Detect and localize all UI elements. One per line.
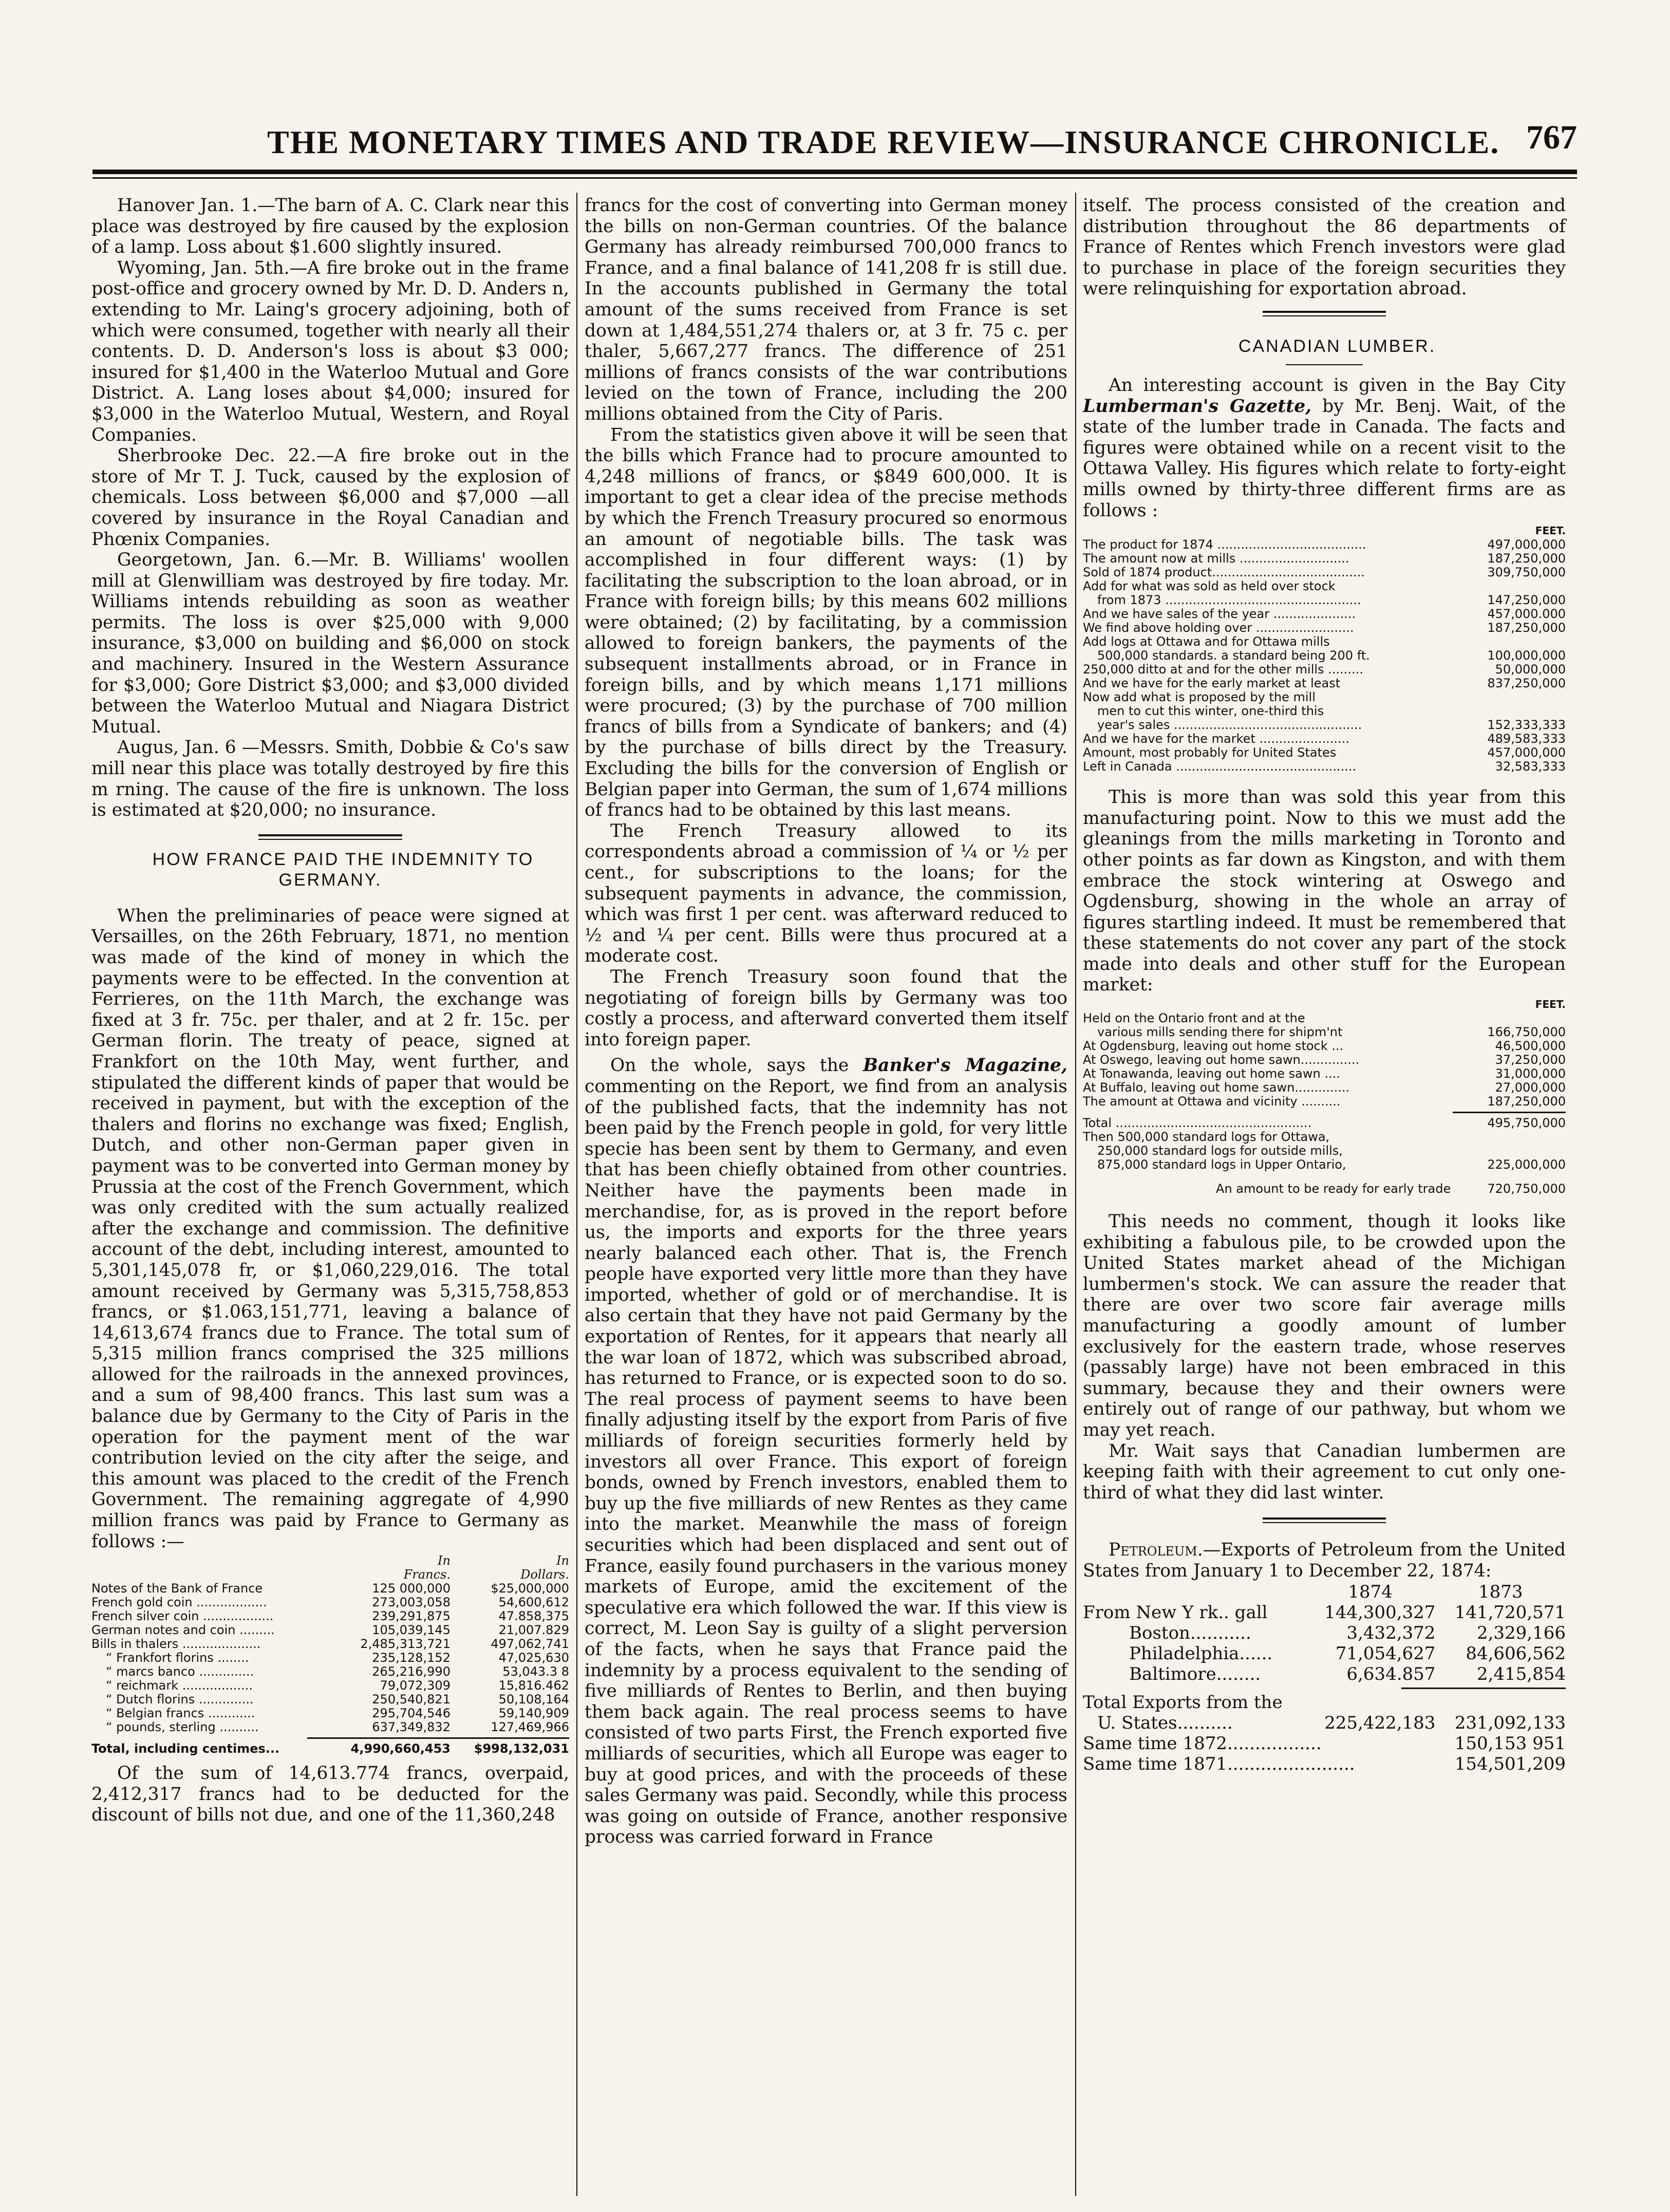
lumber-table-1 <box>1083 524 1566 774</box>
row-label: And we have sales of the year ..................... <box>1083 607 1356 622</box>
row-label: French gold coin .................. <box>91 1596 267 1610</box>
row-label: Boston........... <box>1129 1622 1251 1643</box>
table-row <box>91 1596 569 1609</box>
petrol-total-a: Total Exports from the <box>1083 1692 1283 1713</box>
table-row <box>1083 1130 1566 1144</box>
table-row <box>91 1651 569 1665</box>
row-label: “ Dutch florins .............. <box>106 1693 254 1707</box>
table-head-feet: FEET. <box>1535 998 1566 1011</box>
row-label: The product for 1874 ...................................... <box>1083 538 1366 552</box>
row-label: Bills in thalers .................... <box>91 1637 261 1652</box>
page-header <box>92 103 1577 159</box>
row-value: 147,250,000 <box>1487 593 1566 608</box>
row-dollars: 21,007.829 <box>498 1623 569 1638</box>
row-value: 154,501,209 <box>1454 1753 1566 1774</box>
row-label: from 1873 .................................................. <box>1097 593 1361 608</box>
row-label: And we have for the early market at least <box>1083 677 1341 691</box>
table-row <box>1083 552 1566 566</box>
fire-report-sherbrooke: Sherbrooke Dec. 22.—A fire broke out in the store of Mr T. J. Tuck, caused by the explosion of chemicals. Loss between $6,000 and $7,000 —all covered by insurance in the Royal Canadian and Phœnix Companies. <box>91 445 569 550</box>
row-value <box>1459 1011 1566 1025</box>
article-continuation: francs for the cost of converting into German money the bills on non-German countries. Of the balance Germany has already reimbursed 700,000 francs to France, and a final balance of 141,208 fr is still due. In the accounts published in Germany the total amount of the sums received from France is set down at 1,484,551,274 thalers or, at 3 fr. 75 c. per thaler, 5,667,277 francs. The difference of 251 millions of francs consists of the war contributions levied on the town of France, including the 200 millions obtained from the City of Paris. <box>585 195 1067 424</box>
table-row <box>1083 677 1566 690</box>
table-row <box>1083 1158 1566 1172</box>
row-label: We find above holding over ......................... <box>1083 621 1354 635</box>
petrol-total-1874: 225,422,183 <box>1324 1712 1436 1733</box>
petrol-total-b: U. States.......... <box>1097 1712 1233 1733</box>
row-label: 500,000 standards. a standard being 200 ft. <box>1097 649 1370 663</box>
table-row <box>1083 1733 1566 1754</box>
lumber-mid: This is more than was sold this year from this manufacturing point. Now to this we must add the gleanings from the mills marketing in Toronto and other points as far down as Kingston, and with them embrace the stock wintering at Oswego and Ogdensburg, showing in the whole an array of figures startling indeed. It must be remembered that these statements do not cover any part of the stock made into deals and other stuff for the European market: <box>1083 787 1566 996</box>
row-value: 837,250,000 <box>1487 676 1566 691</box>
row-1873: 141,720,571 <box>1454 1602 1566 1623</box>
section-ornament <box>1263 311 1386 316</box>
row-value: 100,000,000 <box>1487 648 1566 663</box>
row-1874: 144,300,327 <box>1324 1602 1436 1623</box>
table-row <box>1083 649 1566 663</box>
row-label: Add for what was sold as held over stock <box>1083 579 1336 594</box>
table-row <box>1083 1664 1566 1684</box>
row-dollars: 497,062,741 <box>491 1637 569 1652</box>
table-row <box>91 1707 569 1720</box>
row-label: Philadelphia...... <box>1129 1643 1273 1664</box>
row-label: “ pounds, sterling .......... <box>106 1720 259 1735</box>
magazine-name: Banker's Magazine, <box>862 1055 1067 1076</box>
table-row <box>91 1637 569 1651</box>
row-francs: 250,540,821 <box>372 1692 451 1707</box>
table-row <box>91 1720 569 1734</box>
table-row <box>1083 607 1566 621</box>
table2-ready-value: 720,750,000 <box>1487 1182 1566 1196</box>
table-row <box>1083 1602 1566 1623</box>
row-label: Baltimore........ <box>1129 1663 1261 1684</box>
row-value: 457,000.000 <box>1487 607 1566 622</box>
row-label: Then 500,000 standard logs for Ottawa, <box>1083 1130 1330 1145</box>
article-bankers-magazine <box>585 1055 1067 1848</box>
table-row <box>91 1665 569 1679</box>
row-1874: 71,054,627 <box>1335 1643 1436 1664</box>
section-title-france: HOW FRANCE PAID THE INDEMNITY TO GERMANY. <box>152 849 534 890</box>
title-underline <box>1286 364 1363 365</box>
petroleum-text: —Exports of Petroleum from the United States from January 1 to December 22, 1874: <box>1083 1540 1566 1581</box>
article-treasury: The French Treasury soon found that the negotiating of foreign bills by Germany was too costly a process, and afterward converted them itself into foreign paper. <box>585 966 1067 1050</box>
fire-report-georgetown: Georgetown, Jan. 6.—Mr. B. Williams' woollen mill at Glenwilliam was destroyed by fire today. Mr. Williams intends rebuilding as soon as weather permits. The loss is over $25,000 with 9,000 insurance, $3,000 on building and $6,000 on stock and machinery. Insured in the Western Assurance for $3,000; Gore District $3,000; and $3,000 divided between the Waterloo Mutual and Niagara District Mutual. <box>91 550 569 737</box>
row-francs: 265,216,990 <box>372 1664 451 1679</box>
row-value: 187,250,000 <box>1487 621 1566 635</box>
table-row <box>1083 718 1566 732</box>
row-label: And we have for the market ....................... <box>1083 732 1349 746</box>
lumber-intro <box>1083 375 1566 521</box>
row-label: “ Frankfort florins ........ <box>106 1651 249 1665</box>
article-commission: The French Treasury allowed to its correspondents abroad a commission of ¼ or ½ per cent., for subscriptions to the loans; for the subsequent payments in advance, the commission, which was first 1 per cent. was afterward reduced to ½ and ¼ per cent. Bills were thus procured at a moderate cost. <box>585 820 1067 967</box>
row-value: 497,000,000 <box>1487 537 1566 552</box>
table-row <box>1083 746 1566 760</box>
lumber-wait: Mr. Wait says that Canadian lumbermen are keeping faith with their agreement to cut only one-third of what they did last winter. <box>1083 1440 1566 1503</box>
row-label: Same time 1871....................... <box>1083 1753 1355 1774</box>
petroleum-table <box>1083 1582 1566 1774</box>
table-row <box>91 1582 569 1596</box>
row-francs: 295,704,546 <box>372 1706 451 1721</box>
table-row <box>91 1693 569 1707</box>
table-row <box>91 1623 569 1637</box>
row-value: 27,000,000 <box>1495 1080 1566 1095</box>
table-row <box>91 1679 569 1693</box>
column-3 <box>1083 195 1566 1774</box>
masthead-title: THE MONETARY TIMES AND TRADE REVIEW—INSURANCE CHRONICLE. <box>267 124 1500 160</box>
row-value: 50,000,000 <box>1495 662 1566 677</box>
table-row <box>1083 579 1566 593</box>
table-row <box>1083 635 1566 649</box>
table-row <box>1083 1144 1566 1158</box>
row-label: At Tonawanda, leaving out home sawn .... <box>1083 1067 1340 1081</box>
row-value <box>1462 704 1566 718</box>
row-1873: 2,329,166 <box>1476 1622 1566 1643</box>
petrol-total-1873: 231,092,133 <box>1454 1712 1566 1733</box>
table-row <box>1083 1095 1566 1109</box>
table-total-label: Total, including centimes... <box>91 1742 280 1756</box>
table-row <box>91 1609 569 1623</box>
fire-report-augus: Augus, Jan. 6 —Messrs. Smith, Dobbie & Co's saw mill near this place was totally destroyed by fire this m rning. The cause of the fire is unknown. The loss is estimated at $20,000; no insurance. <box>91 737 569 821</box>
table-total-francs: 4,990,660,453 <box>350 1741 451 1756</box>
column-divider-1 <box>576 193 577 2196</box>
row-label: 250,000 standard logs for outside mills, <box>1097 1144 1343 1158</box>
row-value <box>1462 635 1566 649</box>
row-dollars: 127,469,966 <box>491 1720 569 1735</box>
lumber-table-2 <box>1083 998 1566 1196</box>
table-total-dollars: $998,132,031 <box>474 1741 569 1756</box>
row-label: 875,000 standard logs in Upper Ontario, <box>1097 1158 1346 1172</box>
fire-report-hanover: Hanover Jan. 1.—The barn of A. C. Clark near this place was destroyed by fire caused by the explosion of a lamp. Loss about $1.600 slightly insured. <box>91 195 569 258</box>
row-francs: 2,485,313,721 <box>360 1637 451 1652</box>
row-dollars: $25,000,000 <box>491 1581 569 1596</box>
row-label: Notes of the Bank of France <box>91 1582 263 1596</box>
table2-ready-label: An amount to be ready for early trade <box>1216 1182 1451 1196</box>
row-dollars: 15,816.462 <box>498 1678 569 1693</box>
table-row <box>1083 1067 1566 1081</box>
lumber-intro-pre: An interesting account is given in the Bay City <box>1109 374 1566 396</box>
header-rule-thin <box>92 177 1577 179</box>
table-head-francs: Francs. <box>403 1567 451 1582</box>
row-label: At Buffalo, leaving out home sawn.............. <box>1083 1081 1350 1095</box>
indemnity-table <box>91 1554 569 1756</box>
row-label: various mills sending there for shipm'nt <box>1097 1025 1343 1040</box>
row-value: 225,000,000 <box>1487 1157 1566 1172</box>
row-value: 166,750,000 <box>1487 1025 1566 1040</box>
row-dollars: 54,600,612 <box>498 1595 569 1610</box>
table-head-in: In <box>438 1553 451 1568</box>
petroleum-lead: Petroleum. <box>1109 1540 1203 1561</box>
table-row <box>1083 732 1566 746</box>
row-value: 46,500,000 <box>1495 1039 1566 1054</box>
row-1873: 84,606,562 <box>1466 1643 1566 1664</box>
table2-total-label: Total .................................................. <box>1083 1116 1312 1131</box>
row-value: 309,750,000 <box>1487 565 1566 580</box>
article-statistics: From the statistics given above it will be seen that the bills which France had to procure amounted to 4,248 millions of francs, or $849 600,000. It is important to get a clear idea of the precise methods by which the French Treasury procured so enormous an amount of negotiable bills. The task was accomplished in four different ways: (1) by facilitating the subscription to the loan abroad, or in France with foreign bills; by this means 602 millions were obtained; (2) by facilitating, by a commission allowed to foreign bankers, the payments of the subsequent installments abroad, or in France in foreign bills, and by which means 1,171 millions were procured; (3) by the purchase of 700 million francs of bills from a Syndicate of bankers; and (4) by the purchase of bills direct by the Treasury. Excluding the bills for the conversion of English or Belgian paper into German, the sum of 1,674 millions of francs had to be obtained by this last means. <box>585 424 1067 821</box>
table-row <box>1083 1025 1566 1039</box>
row-value: 32,583,333 <box>1495 759 1566 774</box>
year-1874: 1874 <box>1348 1581 1393 1602</box>
row-label: The amount at Ottawa and vicinity .......... <box>1083 1095 1341 1109</box>
row-label: At Ogdensburg, leaving out home stock ... <box>1083 1039 1344 1054</box>
row-value <box>1459 1144 1566 1158</box>
row-1874: 3,432,372 <box>1346 1622 1436 1643</box>
row-label: men to cut this winter, one-third this <box>1097 704 1324 719</box>
table-row <box>1083 1754 1566 1774</box>
row-label: Same time 1872................. <box>1083 1733 1322 1754</box>
row-label: 250,000 ditto at and for the other mills ......... <box>1083 663 1363 677</box>
banker-pre: On the whole, says the <box>610 1055 863 1076</box>
row-label: “ Belgian francs ............ <box>106 1707 255 1721</box>
table-head-in: In <box>556 1553 569 1568</box>
table-row <box>1083 1039 1566 1053</box>
table-head-feet: FEET. <box>1535 524 1566 537</box>
row-dollars: 47.858,375 <box>498 1609 569 1624</box>
table-row <box>1083 621 1566 635</box>
table2-total-value: 495,750,000 <box>1487 1116 1566 1131</box>
row-value: 457,000,000 <box>1487 745 1566 760</box>
section-ornament <box>1263 1517 1386 1523</box>
row-francs: 105,039,145 <box>372 1623 451 1638</box>
column-1 <box>91 195 569 1826</box>
section-ornament <box>258 834 402 840</box>
row-1873: 2,415,854 <box>1476 1663 1566 1684</box>
section-title-lumber: CANADIAN LUMBER. <box>1238 336 1436 356</box>
petroleum-intro <box>1083 1540 1566 1581</box>
table-row <box>1083 1643 1566 1664</box>
lumber-comment: This needs no comment, though it looks like exhibiting a fabulous pile, to be crowded upon the United States market ahead of the Michigan lumbermen's stock. We can assure the reader that there are over two score fair average mills manufacturing a goodly amount of lumber exclusively for the eastern trade, whose reserves (passably large) have not been embraced in this summary, because they and their owners were entirely out of range of our pathway, but whom we may yet reach. <box>1083 1211 1566 1440</box>
table-row <box>1083 1623 1566 1643</box>
row-label: Sold of 1874 product....................................... <box>1083 566 1365 580</box>
row-label: French silver coin .................. <box>91 1609 274 1624</box>
row-label: Held on the Ontario front and at the <box>1083 1011 1305 1026</box>
row-label: At Oswego, leaving out home sawn............... <box>1083 1053 1360 1067</box>
row-dollars: 53,043.3 8 <box>502 1664 569 1679</box>
table-row <box>1083 1011 1566 1025</box>
table-row <box>1083 566 1566 579</box>
table-row <box>1083 538 1566 552</box>
row-1874: 6,634.857 <box>1346 1663 1436 1684</box>
column-divider-2 <box>1075 193 1076 2196</box>
row-label: German notes and coin ......... <box>91 1623 275 1638</box>
row-francs: 239,291,875 <box>372 1609 451 1624</box>
row-francs: 125 000,000 <box>372 1581 451 1596</box>
row-label: Add logs at Ottawa and for Ottawa mills <box>1083 635 1330 649</box>
table-row <box>1083 704 1566 718</box>
row-francs: 79,072,309 <box>380 1678 451 1693</box>
table-row <box>1083 593 1566 607</box>
row-label: Amount, most probably for United States <box>1083 746 1337 760</box>
row-label: “ marcs banco .............. <box>106 1665 254 1679</box>
article-end: itself. The process consisted of the creation and distribution throughout the 86 departments of France of Rentes which French investors were glad to purchase in place of the foreign securities they were relinquishing for exportation abroad. <box>1083 195 1566 299</box>
fire-report-wyoming: Wyoming, Jan. 5th.—A fire broke out in the frame post-office and grocery owned by Mr. D. D. Anders n, extending to Mr. Laing's grocery adjoining, both of which were consumed, together with nearly all their contents. D. D. Anderson's loss is about $3 000; insured for $1,400 in the Waterloo Mutual and Gore District. A. Lang loses about $4,000; insured for $3,000 in the Waterloo Mutual, Western, and Royal Companies. <box>91 257 569 445</box>
row-label: “ reichmark .................. <box>106 1679 253 1693</box>
row-value: 152,333,333 <box>1487 718 1566 733</box>
lumber-intro-post: by Mr. Benj. Wait, of the state of the lumber trade in Canada. The facts and figures were obtained while on a recent visit to the Ottawa Valley. His figures which relate to forty-eight mills owned by thirty-three different firms are as follows : <box>1083 396 1566 521</box>
header-rule-thick <box>92 170 1577 174</box>
row-francs: 273,003,058 <box>372 1595 451 1610</box>
row-label: Now add what is proposed by the mill <box>1083 690 1316 705</box>
row-label: The amount now at mills ............................ <box>1083 552 1349 566</box>
row-francs: 637,349,832 <box>372 1720 451 1735</box>
year-1873: 1873 <box>1478 1581 1523 1602</box>
row-value: 187,250,000 <box>1487 1094 1566 1109</box>
row-value: 37,250,000 <box>1495 1053 1566 1067</box>
france-overpaid: Of the sum of 14,613.774 francs, overpaid, 2,412,317 francs had to be deducted for the discount of bills not due, and one of the 11,360,248 <box>91 1763 569 1826</box>
row-value: 187,250,000 <box>1487 551 1566 566</box>
table-row <box>1083 1053 1566 1067</box>
france-intro: When the preliminaries of peace were signed at Versailles, on the 26th February, 1871, no mention was made of the kind of money in which the payments were to be effected. In the convention at Ferrieres, on the 11th March, the exchange was fixed at 3 fr. 75c. per thaler, and at 2 fr. 15c. per German florin. The treaty of peace, signed at Frankfort on the 10th May, went further, and stipulated the different kinds of paper that would be received in payment, but with the exception of the thalers and florins no exchange was fixed; English, Dutch, and other non-German paper given in payment was to be converted into German money by Prussia at the cost of the French Government, which was only credited with the sum actually realized after the exchange and commission. The definitive account of the debt, including interest, amounted to 5,301,145,078 fr, or $1,060,229,016. The total amount received by Germany was 5,315,758,853 francs, or $1.063,151,771, leaving a balance of 14,613,674 francs due to France. The total sum of 5,315 million francs comprised the 325 millions allowed for the railroads in the annexed provinces, and a sum of 98,400 francs. This last sum was a balance due by Germany to the City of Paris in the operation for the payment ment of the war contribution levied on the city after the seige, and this amount was placed to the credit of the French Government. The remaining aggregate of 4,990 million francs was paid by France to Germany as follows :— <box>91 905 569 1552</box>
row-value <box>1462 690 1566 704</box>
table-head-dollars: Dollars. <box>520 1567 569 1582</box>
page-number: 767 <box>1526 119 1577 156</box>
row-value: 150,153 951 <box>1454 1733 1566 1754</box>
table-row <box>1083 1081 1566 1095</box>
row-dollars: 47,025,630 <box>498 1651 569 1665</box>
row-value <box>1459 1130 1566 1144</box>
table-row <box>1083 663 1566 677</box>
table-row <box>1083 690 1566 704</box>
row-value <box>1462 579 1566 593</box>
row-label: From New Y rk.. gall <box>1083 1602 1268 1623</box>
gazette-name: Lumberman's Gazette, <box>1083 396 1312 417</box>
row-dollars: 50,108,164 <box>498 1692 569 1707</box>
row-francs: 235,128,152 <box>372 1651 451 1665</box>
row-dollars: 59,140,909 <box>498 1706 569 1721</box>
table-row <box>1083 760 1566 774</box>
row-value: 489,583,333 <box>1487 732 1566 746</box>
row-label: Left in Canada .............................................. <box>1083 760 1357 774</box>
banker-post: commenting on the Report, we find from an analysis of the published facts, that the indemnity has not been paid by the French people in gold, for very little specie has been sent by them to Germany, and even that has been chiefly obtained from other countries. Neither have the payments been made in merchandise, for, as is proved in the report before us, the imports and exports for the three years nearly balanced each other. That is, the French people have exported very little more than they have imported, whether of gold or of merchandise. It is also certain that they have not paid Germany by the exportation of Rentes, for it appears that nearly all the war loan of 1872, which was subscribed abroad, has returned to France, or is expected soon to do so. The real process of payment seems to have been finally adjusting itself by the export from Paris of five milliards of foreign securities formerly held by investors all over France. This export of foreign bonds, owned by French investors, enabled them to buy up the five milliards of new Rentes as they came into the market. Meanwhile the mass of foreign securities which had been displaced and sent out of France, easily found purchasers in the various money markets of Europe, amid the excitement of the speculative era which followed the war. If this view is correct, M. Leon Say is guilty of a slight perversion of the facts, when he says that France paid the indemnity by a process equivalent to the sending of five milliards of Rentes to Berlin, and then buying them back again. The real process seems to have consisted of two parts First, the French exported five milliards of securities, which all Europe was eager to buy at good prices, and with the proceeds of these sales Germany was paid. Secondly, while this process was going on outside of France, another responsive process was carried forward in France <box>585 1076 1067 1848</box>
column-2 <box>585 195 1067 1848</box>
row-label: year's sales ................................................ <box>1097 718 1362 733</box>
row-value: 31,000,000 <box>1495 1066 1566 1081</box>
